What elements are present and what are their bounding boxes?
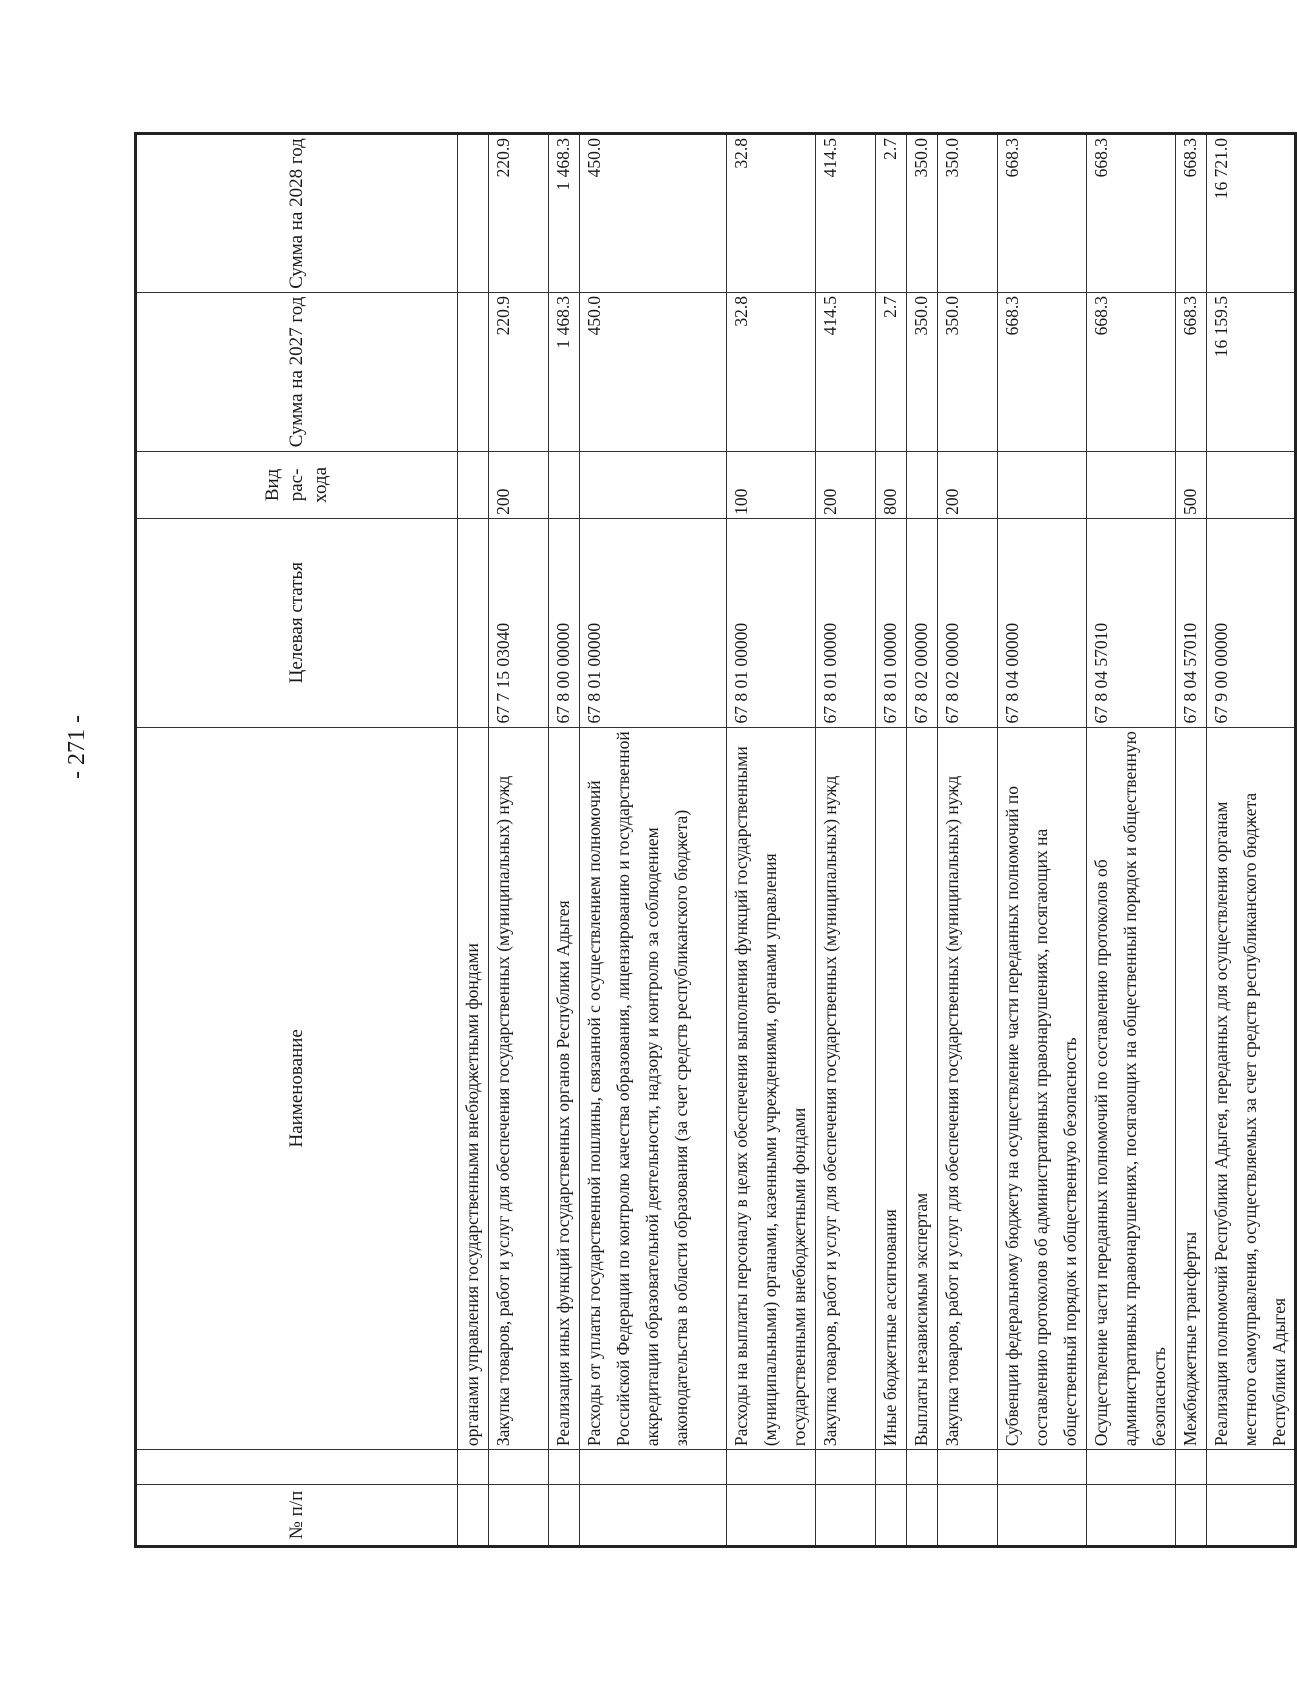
cell-name: Закупка товаров, работ и услуг для обеспечения государственных (муниципальных) нужд — [816, 727, 876, 1450]
cell-code: 67 9 00 00000 — [1207, 518, 1296, 727]
cell-num — [816, 1484, 876, 1546]
cell-y2028: 2.7 — [876, 134, 907, 293]
table-row — [998, 134, 1087, 1547]
cell-indent — [727, 1450, 816, 1485]
table-row — [1176, 134, 1207, 1547]
cell-y2027: 668.3 — [1087, 292, 1176, 451]
cell-vid — [907, 451, 938, 518]
page-number: - 271 - — [64, 715, 90, 779]
table-row — [907, 134, 938, 1547]
cell-y2028: 350.0 — [938, 134, 998, 293]
cell-indent — [907, 1450, 938, 1485]
cell-y2027: 1 468.3 — [549, 292, 580, 451]
cell-vid — [549, 451, 580, 518]
cell-y2028: 668.3 — [1087, 134, 1176, 293]
cell-vid — [458, 451, 489, 518]
cell-indent — [816, 1450, 876, 1485]
cell-num — [549, 1484, 580, 1546]
cell-name: Межбюджетные трансферты — [1176, 727, 1207, 1450]
cell-indent — [580, 1450, 727, 1485]
cell-vid: 100 — [727, 451, 816, 518]
header-num: № п/п — [136, 1484, 458, 1546]
cell-num — [998, 1484, 1087, 1546]
cell-vid: 500 — [1176, 451, 1207, 518]
cell-num — [1087, 1484, 1176, 1546]
cell-vid: 800 — [876, 451, 907, 518]
cell-indent — [876, 1450, 907, 1485]
cell-code: 67 8 01 00000 — [816, 518, 876, 727]
cell-num — [1207, 1484, 1296, 1546]
header-vid: Вид рас-хода — [136, 451, 458, 518]
table-row — [458, 134, 489, 1547]
header-code: Целевая статья — [136, 518, 458, 727]
cell-indent — [489, 1450, 549, 1485]
cell-y2028: 668.3 — [998, 134, 1087, 293]
cell-name: Закупка товаров, работ и услуг для обеспечения государственных (муниципальных) нужд — [489, 727, 549, 1450]
cell-name: Расходы от уплаты государственной пошлины, связанной с осуществлением полномочий Российской Федерации по контролю качества образования, лицензированию и государственной аккредитации образовательной деятельности, надзору и контролю за соблюдением законодательства в области образования (за счет средств республиканского бюджета) — [580, 727, 727, 1450]
cell-y2028: 1 468.3 — [549, 134, 580, 293]
cell-y2027: 220.9 — [489, 292, 549, 451]
table-row — [489, 134, 549, 1547]
table-row — [938, 134, 998, 1547]
table-row — [549, 134, 580, 1547]
cell-y2028: 220.9 — [489, 134, 549, 293]
cell-y2028: 414.5 — [816, 134, 876, 293]
table-body — [458, 134, 1296, 1547]
table-row — [1087, 134, 1176, 1547]
cell-name: Расходы на выплаты персоналу в целях обеспечения выполнения функций государственными (муниципальными) органами, казенными учреждениями, органами управления государственными внебюджетными фондами — [727, 727, 816, 1450]
cell-vid: 200 — [938, 451, 998, 518]
cell-y2027: 450.0 — [580, 292, 727, 451]
cell-name: Иные бюджетные ассигнования — [876, 727, 907, 1450]
cell-name: органами управления государственными внебюджетными фондами — [458, 727, 489, 1450]
cell-indent — [458, 1450, 489, 1485]
cell-name: Осуществление части переданных полномочий по составлению протоколов об административных правонарушениях, посягающих на общественный порядок и общественную безопасность — [1087, 727, 1176, 1450]
cell-num — [489, 1484, 549, 1546]
table-row — [580, 134, 727, 1547]
cell-name: Закупка товаров, работ и услуг для обеспечения государственных (муниципальных) нужд — [938, 727, 998, 1450]
cell-y2027: 668.3 — [1176, 292, 1207, 451]
table-row — [1207, 134, 1296, 1547]
cell-indent — [998, 1450, 1087, 1485]
cell-code: 67 8 00 00000 — [549, 518, 580, 727]
cell-name: Субвенции федеральному бюджету на осуществление части переданных полномочий по составлению протоколов об административных правонарушениях, посягающих на общественный порядок и общественную безопасность — [998, 727, 1087, 1450]
cell-vid — [580, 451, 727, 518]
cell-num — [580, 1484, 727, 1546]
cell-vid: 200 — [816, 451, 876, 518]
cell-vid — [1207, 451, 1296, 518]
cell-num — [907, 1484, 938, 1546]
cell-code: 67 8 01 00000 — [580, 518, 727, 727]
cell-num — [727, 1484, 816, 1546]
cell-y2028: 450.0 — [580, 134, 727, 293]
cell-vid — [1087, 451, 1176, 518]
header-y2027: Сумма на 2027 год — [136, 292, 458, 451]
cell-code: 67 8 04 57010 — [1087, 518, 1176, 727]
cell-num — [458, 1484, 489, 1546]
budget-table — [134, 132, 1297, 1548]
cell-code: 67 8 01 00000 — [727, 518, 816, 727]
cell-code: 67 7 15 03040 — [489, 518, 549, 727]
cell-y2028: 350.0 — [907, 134, 938, 293]
cell-name: Выплаты независимым экспертам — [907, 727, 938, 1450]
header-indent — [136, 1450, 458, 1485]
cell-code — [458, 518, 489, 727]
cell-indent — [1176, 1450, 1207, 1485]
cell-y2028 — [458, 134, 489, 293]
header-name: Наименование — [136, 727, 458, 1450]
cell-y2027 — [458, 292, 489, 451]
cell-name: Реализация полномочий Республики Адыгея, переданных для осуществления органам местного самоуправления, осуществляемых за счет средств республиканского бюджета Республики Адыгея — [1207, 727, 1296, 1450]
cell-y2027: 350.0 — [938, 292, 998, 451]
cell-y2027: 16 159.5 — [1207, 292, 1296, 451]
header-y2028: Сумма на 2028 год — [136, 134, 458, 293]
table-row — [727, 134, 816, 1547]
table-row — [816, 134, 876, 1547]
cell-y2027: 2.7 — [876, 292, 907, 451]
cell-num — [876, 1484, 907, 1546]
cell-indent — [1087, 1450, 1176, 1485]
table-row — [876, 134, 907, 1547]
cell-y2027: 32.8 — [727, 292, 816, 451]
cell-num — [938, 1484, 998, 1546]
table-header-row — [136, 134, 458, 1547]
cell-indent — [549, 1450, 580, 1485]
cell-y2027: 414.5 — [816, 292, 876, 451]
cell-code: 67 8 02 00000 — [938, 518, 998, 727]
cell-y2027: 668.3 — [998, 292, 1087, 451]
cell-indent — [1207, 1450, 1296, 1485]
cell-vid: 200 — [489, 451, 549, 518]
cell-code: 67 8 04 00000 — [998, 518, 1087, 727]
rotated-table-container — [134, 132, 1289, 1548]
cell-num — [1176, 1484, 1207, 1546]
cell-y2028: 16 721.0 — [1207, 134, 1296, 293]
cell-y2027: 350.0 — [907, 292, 938, 451]
cell-code: 67 8 01 00000 — [876, 518, 907, 727]
cell-vid — [998, 451, 1087, 518]
cell-indent — [938, 1450, 998, 1485]
cell-code: 67 8 02 00000 — [907, 518, 938, 727]
cell-code: 67 8 04 57010 — [1176, 518, 1207, 727]
cell-y2028: 668.3 — [1176, 134, 1207, 293]
cell-y2028: 32.8 — [727, 134, 816, 293]
cell-name: Реализация иных функций государственных органов Республики Адыгея — [549, 727, 580, 1450]
